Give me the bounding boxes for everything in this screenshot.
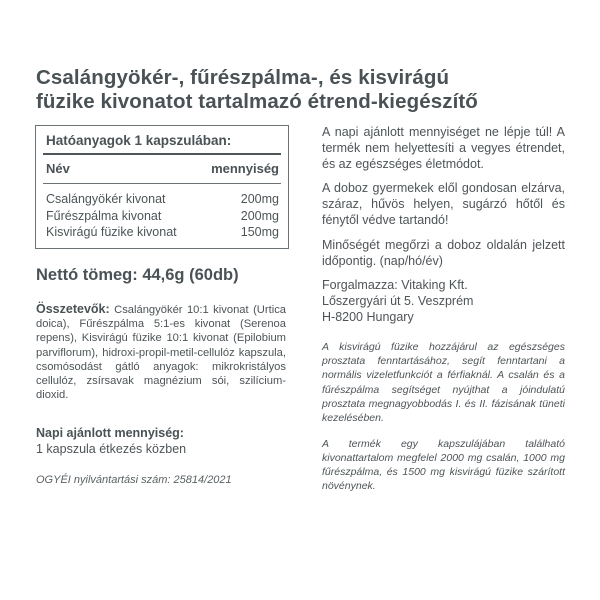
distributor-line-2: Lőszergyári út 5. Veszprém (322, 294, 474, 309)
column-header-quantity: mennyiség (211, 161, 279, 176)
title-line-1: Csalángyökér-, fűrészpálma-, és kisvirágú (36, 66, 450, 89)
table-row (46, 191, 279, 208)
net-weight: Nettó tömeg: 44,6g (60db) (36, 266, 239, 284)
column-header-name: Név (46, 161, 70, 176)
storage-text: A doboz gyermekek elől gondosan elzárva, száraz, hűvös helyen, sugárzó hőtől és fénytől védve tartandó! (322, 181, 565, 227)
ingredient-name: Fűrészpálma kivonat (46, 208, 162, 223)
registration-number: OGYÉI nyilvántartási szám: 25814/2021 (36, 474, 232, 486)
ingredient-quantity: 150mg (240, 225, 279, 239)
ingredient-quantity: 200mg (240, 192, 279, 206)
product-title (36, 66, 576, 114)
ingredient-name: Kisvirágú füzike kivonat (46, 225, 177, 239)
distributor-line-3: H-8200 Hungary (322, 309, 414, 324)
table-row (46, 224, 279, 241)
extract-equivalence-text: A termék egy kapszulájában található kivonattartalom megfelel 2000 mg csalán, 1000 mg fűrészpálma, és 1500 mg kisvirágú füzike szárított növénynek. (322, 437, 565, 493)
table-row (46, 208, 279, 225)
daily-dose-text: 1 kapszula étkezés közben (36, 441, 187, 456)
active-ingredients-table (35, 125, 289, 249)
distributor (322, 278, 565, 325)
composition-label: Összetevők: (36, 302, 110, 316)
table-heading: Hatóanyagok 1 kapszulában: (46, 133, 232, 148)
daily-dose (36, 426, 286, 457)
distributor-line-1: Forgalmazza: Vitaking Kft. (322, 278, 468, 293)
composition (36, 302, 286, 402)
composition-text: Csalángyökér 10:1 kivonat (Urtica doica), Fűrészpálma 5:1-es kivonat (Serenoa repens), Kisvirágú füzike 10:1 kivonat (Epilobium parviflorum), hidroxi-propil-metil-cellulóz kapszula, csomósodást gátló anyagok: mikrokristályos cellulóz, zsírsavak magnézium sói, szilícium-dioxid. (36, 304, 287, 402)
table-body (46, 191, 279, 241)
table-header-divider (43, 183, 281, 184)
right-column (322, 125, 565, 505)
ingredient-quantity: 200mg (240, 208, 279, 223)
health-claim-text: A kisvirágú füzike hozzájárul az egészséges prosztata fenntartásához, segít fenntartani a normális vizeletfunkciót a férfiaknál. A csalán és a fűrészpálma segítséget nyújthat a jóindulatú prosztata megnagyobbodás I. és II. fázisának tüneti kezelésében. (322, 340, 565, 425)
best-before-text: Minőségét megőrzi a doboz oldalán jelzett időpontig. (nap/hó/év) (322, 237, 565, 268)
table-heading-divider (43, 153, 281, 155)
title-line-2: füzike kivonatot tartalmazó étrend-kiegészítő (36, 90, 478, 113)
warning-text: A napi ajánlott mennyiséget ne lépje túl! A termék nem helyettesíti a vegyes étrendet, és az egészséges életmódot. (322, 125, 565, 171)
daily-dose-label: Napi ajánlott mennyiség: (36, 426, 184, 440)
ingredient-name: Csalángyökér kivonat (46, 192, 166, 206)
